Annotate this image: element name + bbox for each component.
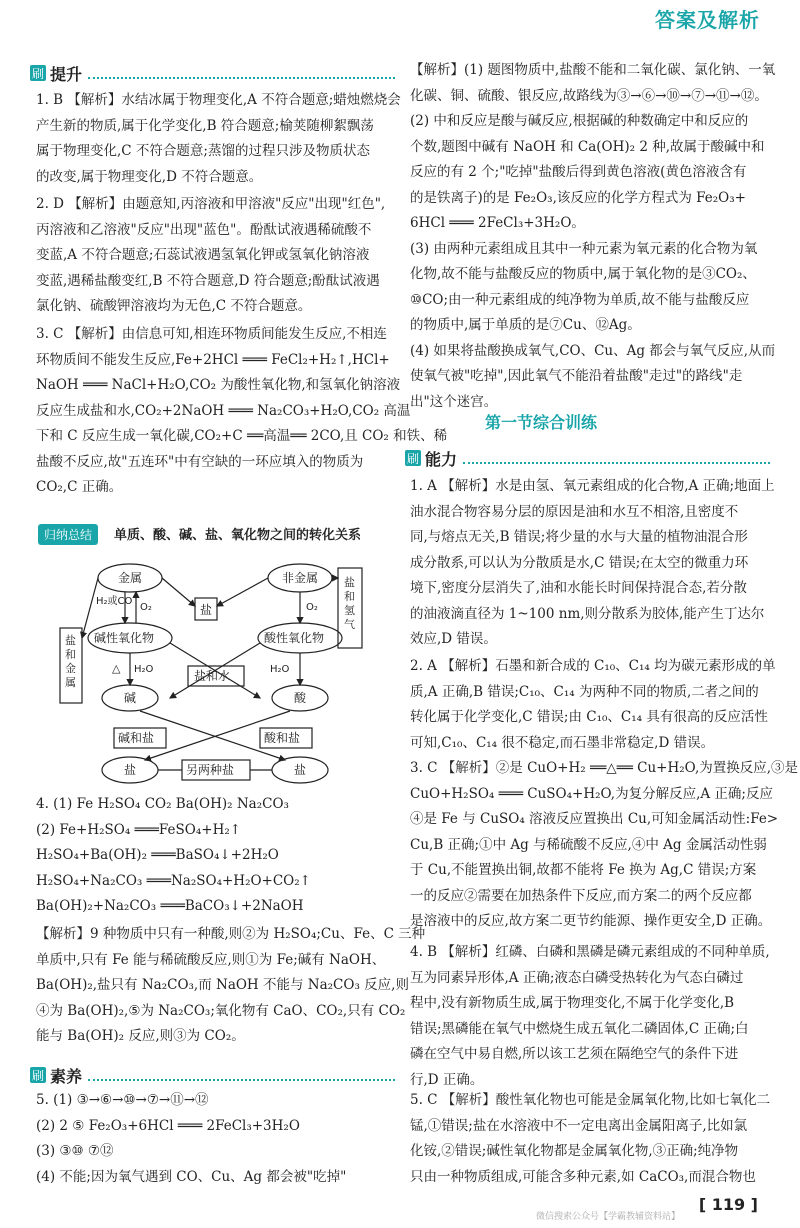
- page-number: [ 119 ]: [698, 1195, 758, 1214]
- label-acid-salt: 酸和盐: [264, 731, 301, 745]
- right.a3-line: CuO+H₂SO₄ ═══ CuSO₄+H₂O,为复分解反应,A 正确;反应: [410, 785, 773, 802]
- summary-tag: 归纳总结: [38, 524, 98, 545]
- left.q2-line: 变蓝,A 不符合题意;石蕊试液遇氢氧化钾或氢氧化钠溶液: [36, 247, 370, 263]
- label-o2-right: O₂: [306, 602, 318, 613]
- section-badge-icon: 刷: [31, 66, 44, 81]
- page-header-title: 答案及解析: [655, 8, 760, 32]
- right.r1-line: ⑩CO;由一种元素组成的纯净物为单质,故不能与盐酸反应: [410, 291, 750, 308]
- right.a1-line: 成分散系,可以认为分散质是水,C 错误;在太空的微重力环: [410, 554, 749, 571]
- section-divider: [88, 1069, 395, 1081]
- right.a5-line: 锰,①错误;盐在水溶液中不一定电离出金属阳离子,比如氯: [410, 1117, 748, 1134]
- right.a3-line: 于 Cu,不能置换出铜,故都不能将 Fe 换为 Ag,C 错误;方案: [410, 862, 757, 878]
- section-label: 素养: [50, 1066, 83, 1086]
- conversion-diagram: [65, 548, 370, 788]
- right.r1-line: 6HCl ═══ 2FeCl₃+3H₂O。: [410, 215, 585, 231]
- left.q4-line: H₂SO₄+Na₂CO₃ ═══Na₂SO₄+H₂O+CO₂↑: [36, 872, 311, 889]
- right.a1-line: 的油液滴直径为 1~100 nm,则分散系为胶体,能产生丁达尔: [410, 605, 765, 622]
- right.a5-line: 5. C 【解析】酸性氧化物也可能是金属氧化物,比如七氧化二: [410, 1092, 771, 1108]
- right.r1-line: 化碳、铜、硫酸、银反应,故路线为③→⑥→⑩→⑦→⑪→⑫。: [410, 87, 768, 104]
- right.a4-line: 4. B 【解析】红磷、白磷和黑磷是磷元素组成的不同种单质,: [410, 944, 770, 960]
- subsection-title: 第一节综合训练: [485, 413, 598, 432]
- section-label: 能力: [425, 449, 458, 469]
- right.r1-line: 化物,故不能与盐酸反应的物质中,属于氧化物的是③CO₂、: [410, 266, 756, 282]
- right.a3-line: 3. C 【解析】②是 CuO+H₂ ══△══ Cu+H₂O,为置换反应,③是: [410, 760, 799, 776]
- left.q4b-line: 【解析】9 种物质中只有一种酸,则②为 H₂SO₄;Cu、Fe、C 三种: [36, 926, 426, 942]
- right.a2-line: 2. A 【解析】石墨和新合成的 C₁₀、C₁₄ 均为碳元素形成的单: [410, 658, 776, 674]
- label-h2-co: H₂或CO: [96, 596, 133, 607]
- right.a1-line: 境下,密度分层消失了,油和水能长时间保持混合态,若分散: [410, 580, 747, 596]
- left.q4-line: H₂SO₄+Ba(OH)₂ ═══BaSO₄↓+2H₂O: [36, 847, 279, 863]
- left.q4b-line: 单质中,只有 Fe 能与稀硫酸反应,则①为 Fe;碱有 NaOH、: [36, 951, 386, 968]
- right.a4-line: 行,D 正确。: [410, 1071, 484, 1088]
- label-salt-right: 盐: [294, 763, 307, 777]
- right.r1-line: 使氧气被"吃掉",因此氧气不能沿着盐酸"走过"的路线"走: [410, 368, 743, 384]
- section-label: 提升: [50, 64, 83, 84]
- left.q1-line: 属于物理变化,C 不符合题意;蒸馏的过程只涉及物质状态: [36, 143, 370, 159]
- left.q1-line: 1. B 【解析】水结冰属于物理变化,A 不符合题意;蜡烛燃烧会: [36, 92, 401, 108]
- left.q3-line: 3. C 【解析】由信息可知,相连环物质间能发生反应,不相连: [36, 326, 387, 342]
- left.q3-line: 反应生成盐和水,CO₂+2NaOH ═══ Na₂CO₃+H₂O,CO₂ 高温: [36, 402, 411, 419]
- section-divider: [463, 452, 770, 464]
- right.a3-line: 一的反应②需要在加热条件下反应,而方案二的两个反应都: [410, 887, 752, 904]
- label-two-salts: 另两种盐: [186, 763, 235, 777]
- label-acidic-oxide: 酸性氧化物: [264, 631, 325, 645]
- right.a4-line: 错误;黑磷能在氧气中燃烧生成五氧化二磷固体,C 正确;白: [410, 1020, 749, 1037]
- label-h2o-right: H₂O: [270, 664, 290, 675]
- section-header-suyang: [30, 1064, 395, 1086]
- right.a3-line: 是溶液中的反应,故方案二更节约能源、操作更安全,D 正确。: [410, 913, 772, 929]
- left.q5-line: (3) ③⑩ ⑦⑫: [36, 1143, 114, 1159]
- label-basic-oxide: 碱性氧化物: [94, 631, 155, 645]
- label-nonmetal: 非金属: [282, 571, 319, 585]
- left.q4b-line: ④为 Ba(OH)₂,⑤为 Na₂CO₃;氧化物有 CaO、CO₂,只有 CO₂: [36, 1002, 406, 1019]
- left.q2-line: 变蓝,遇稀盐酸变红,B 不符合题意,D 符合题意;酚酞试液遇: [36, 272, 380, 289]
- label-salt-water: 盐和水: [194, 669, 231, 683]
- left.q3-line: NaOH ═══ NaCl+H₂O,CO₂ 为酸性氧化物,和氢氧化钠溶液: [36, 377, 401, 393]
- label-base-salt: 碱和盐: [118, 731, 155, 745]
- summary-title: 单质、酸、碱、盐、氧化物之间的转化关系: [114, 528, 362, 543]
- label-delta: △: [112, 662, 121, 675]
- right.a1-line: 1. A 【解析】水是由氢、氧元素组成的化合物,A 正确;地面上: [410, 478, 775, 494]
- label-h2o-left: H₂O: [134, 664, 154, 675]
- label-salt-top: 盐: [200, 603, 213, 617]
- left.q5-line: 5. (1) ③→⑥→⑩→⑦→⑪→⑫: [36, 1092, 209, 1108]
- left.q4b-line: 能与 Ba(OH)₂ 反应,则③为 CO₂。: [36, 1028, 245, 1044]
- right.a2-line: 转化属于化学变化,C 错误;由 C₁₀、C₁₄ 具有很高的反应活性: [410, 709, 768, 725]
- left.q4-line: 4. (1) Fe H₂SO₄ CO₂ Ba(OH)₂ Na₂CO₃: [36, 796, 289, 812]
- right.a2-line: 可知,C₁₀、C₁₄ 很不稳定,而石墨非常稳定,D 错误。: [410, 734, 715, 751]
- right.r1-line: (3) 由两种元素组成且其中一种元素为氧元素的化合物为氧: [410, 240, 758, 257]
- right.a1-line: 油水混合物容易分层的原因是油和水互不相溶,且密度不: [410, 503, 739, 520]
- left.q4-line: (2) Fe+H₂SO₄ ═══FeSO₄+H₂↑: [36, 821, 242, 838]
- section-header-nengli: [405, 447, 770, 469]
- left.q5-line: (4) 不能;因为氧气遇到 CO、Cu、Ag 都会被"吃掉": [36, 1168, 347, 1185]
- left.q2-line: 氯化钠、硫酸钾溶液均为无色,C 不符合题意。: [36, 298, 312, 314]
- left.q1-line: 的改变,属于物理变化,D 不符合题意。: [36, 168, 263, 185]
- right.a5-line: 只由一种物质组成,可能含多种元素,如 CaCO₃,而混合物也: [410, 1168, 756, 1185]
- label-salt-left: 盐: [124, 763, 137, 777]
- left.q2-line: 丙溶液和乙溶液"反应"出现"蓝色"。酚酞试液遇稀硫酸不: [36, 221, 372, 238]
- left.q2-line: 2. D 【解析】由题意知,丙溶液和甲溶液"反应"出现"红色",: [36, 196, 386, 212]
- label-salt-h2: 盐和氢气: [344, 576, 355, 631]
- left.q4-line: Ba(OH)₂+Na₂CO₃ ═══BaCO₃↓+2NaOH: [36, 898, 304, 914]
- right.a5-line: 化铵,②错误;碱性氧化物都是金属氧化物,③正确;纯净物: [410, 1143, 739, 1159]
- right.a1-line: 同,与熔点无关,B 错误;将少量的水与大量的植物油混合形: [410, 529, 748, 545]
- right.r1-line: (4) 如果将盐酸换成氧气,CO、Cu、Ag 都会与氧气反应,从而: [410, 342, 776, 359]
- section-badge-icon: 刷: [406, 451, 419, 466]
- left.q3-line: 下和 C 反应生成一氧化碳,CO₂+C ══高温══ 2CO,且 CO₂ 和铁、稀: [36, 428, 448, 444]
- label-o2-left: O₂: [140, 602, 152, 613]
- section-badge-icon: 刷: [31, 1068, 44, 1083]
- footer-watermark: 微信搜索公众号【学霸教辅资料站】: [535, 1212, 680, 1222]
- right.a4-line: 互为同素异形体,A 正确;液态白磷受热转化为气态白磷过: [410, 969, 744, 986]
- right.a1-line: 效应,D 错误。: [410, 631, 497, 647]
- right.a3-line: Cu,B 正确;①中 Ag 与稀硫酸不反应,④中 Ag 金属活动性弱: [410, 836, 767, 853]
- left.q3-line: 盐酸不反应,故"五连环"中有空缺的一环应填入的物质为: [36, 453, 364, 470]
- right.a4-line: 程中,没有新物质生成,属于物理变化,不属于化学变化,B: [410, 995, 735, 1011]
- right.r1-line: 反应的有 2 个;"吃掉"盐酸后得到黄色溶液(黄色溶液含有: [410, 164, 747, 180]
- left.q5-line: (2) 2 ⑤ Fe₂O₃+6HCl ═══ 2FeCl₃+3H₂O: [36, 1117, 300, 1134]
- right.r1-line: 的是铁离子)的是 Fe₂O₃,该反应的化学方程式为 Fe₂O₃+: [410, 189, 746, 206]
- right.a3-line: ④是 Fe 与 CuSO₄ 溶液反应置换出 Cu,可知金属活动性:Fe>: [410, 811, 779, 827]
- left.q4b-line: Ba(OH)₂,盐只有 Na₂CO₃,而 NaOH 不能与 Na₂CO₃ 反应,则: [36, 977, 409, 993]
- left.q3-line: CO₂,C 正确。: [36, 479, 123, 495]
- left.q1-line: 产生新的物质,属于化学变化,B 符合题意;榆荚随柳絮飘荡: [36, 117, 374, 134]
- right.r1-line: (2) 中和反应是酸与碱反应,根据碱的种数确定中和反应的: [410, 113, 749, 129]
- section-header-tisheng: [30, 62, 395, 84]
- right.r1-line: 【解析】(1) 题图物质中,盐酸不能和二氧化碳、氯化钠、一氧: [410, 62, 776, 78]
- right.r1-line: 个数,题图中碱有 NaOH 和 Ca(OH)₂ 2 种,故属于酸碱中和: [410, 138, 765, 155]
- label-salt-metal: 盐和金属: [65, 634, 76, 689]
- right.r1-line: 出"这个迷宫。: [410, 393, 498, 410]
- right.r1-line: 的物质中,属于单质的是⑦Cu、⑫Ag。: [410, 317, 641, 333]
- right.a2-line: 质,A 正确,B 错误;C₁₀、C₁₄ 为两种不同的物质,二者之间的: [410, 683, 759, 700]
- label-acid: 酸: [294, 691, 307, 705]
- section-divider: [88, 67, 395, 79]
- right.a4-line: 磷在空气中易自燃,所以该工艺须在隔绝空气的条件下进: [410, 1046, 739, 1062]
- left.q3-line: 环物质间不能发生反应,Fe+2HCl ═══ FeCl₂+H₂↑,HCl+: [36, 351, 390, 368]
- label-base: 碱: [124, 691, 137, 705]
- label-metal: 金属: [118, 571, 143, 585]
